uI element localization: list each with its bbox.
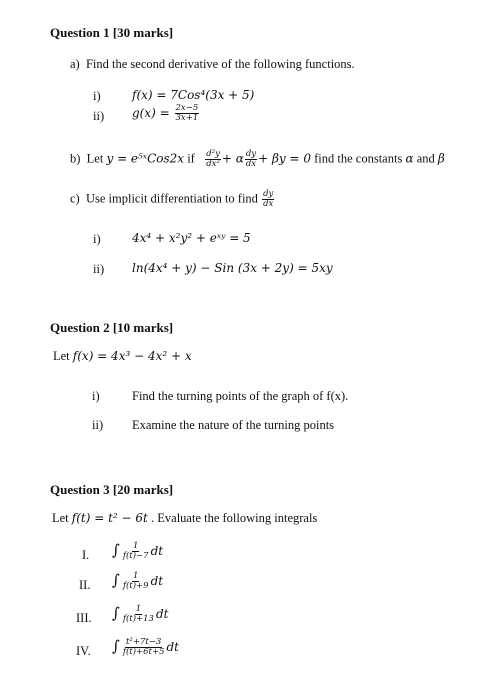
q2-i-text: Find the turning points of the graph of f(x). [132, 389, 349, 403]
q1-b-let: Let [86, 151, 107, 166]
q3-function: f(t) = t² − 6t [71, 511, 148, 525]
differential: dt [150, 544, 164, 558]
q3-item-1-integral [112, 541, 163, 561]
q2-i-num: i) [92, 389, 100, 403]
q1-c-ii-num: ii) [93, 262, 105, 276]
integral-sign: ∫ [112, 571, 120, 589]
q1-b-line [70, 150, 445, 169]
fraction-denominator: dx [245, 158, 257, 169]
integrand-fraction [122, 572, 150, 591]
q1-a-i-rhs: 7Cos⁴(3x + 5) [170, 88, 255, 102]
q3-instruction: . Evaluate the following integrals [147, 511, 318, 525]
q1-b-if: if [184, 151, 198, 166]
integrand-fraction [122, 542, 150, 561]
q1-a-line [70, 57, 355, 72]
q1-c-label: c) [70, 191, 80, 206]
q1-b-and: and [413, 151, 438, 166]
q1-b-beta-term: + βy = 0 [258, 151, 312, 166]
q3-intro [52, 511, 317, 526]
q3-item-2-integral [112, 571, 163, 591]
integrand-fraction [122, 605, 155, 624]
q1-c-i-expr: 4x⁴ + x²y² + eˣʸ = 5 [132, 231, 251, 245]
integral-sign: ∫ [112, 637, 120, 655]
fraction-denominator: f(t)−7 [122, 551, 149, 561]
question-1-title: Question 1 [30 marks] [50, 25, 174, 40]
q1-c-fraction [262, 190, 274, 209]
q3-item-2-num: II. [79, 578, 91, 592]
differential: dt [166, 640, 180, 654]
q3-item-1-num: I. [82, 548, 90, 562]
q1-b-label: b) [70, 151, 81, 166]
integral-sign: ∫ [112, 541, 120, 559]
q2-intro [53, 349, 192, 364]
fraction-numerator: 1 [132, 571, 139, 582]
integral-sign: ∫ [112, 604, 120, 622]
q1-a-i-num: i) [93, 89, 101, 103]
q1-a-text: Find the second derivative of the following functions. [85, 57, 355, 71]
q1-a-ii-expr [132, 104, 200, 123]
q1-b-beta: β [437, 151, 445, 166]
q3-let: Let [52, 511, 72, 525]
question-3-title: Question 3 [20 marks] [50, 482, 174, 497]
fraction-denominator: dx [263, 198, 274, 209]
fraction-numerator: d²y [206, 149, 220, 159]
q2-let: Let [53, 349, 73, 363]
fraction-numerator: 1 [132, 541, 139, 552]
q1-a-ii-lhs: g(x) = [132, 105, 174, 120]
differential: dt [150, 574, 164, 588]
q3-item-3-num: III. [76, 611, 92, 625]
integrand-fraction [122, 638, 166, 657]
q1-b-fraction-1 [205, 150, 221, 169]
differential: dt [155, 607, 169, 621]
q1-c-ii-expr: ln(4x⁴ + y) − Sin (3x + 2y) = 5xy [132, 261, 333, 275]
q1-b-fraction-2 [245, 150, 257, 169]
q2-ii-num: ii) [92, 418, 104, 432]
q1-c-line [70, 190, 275, 209]
q2-function: f(x) = 4x³ − 4x² + x [72, 349, 192, 363]
fraction-numerator: 1 [135, 604, 142, 615]
fraction-numerator: 2x−5 [175, 103, 199, 113]
q3-item-4-num: IV. [76, 644, 91, 658]
question-2-title: Question 2 [10 marks] [50, 320, 174, 335]
q1-c-i-num: i) [93, 232, 101, 246]
q1-b-alpha-term: + α [221, 151, 244, 166]
fraction-denominator: f(t)+13 [122, 614, 154, 624]
q1-a-i-expr [132, 88, 254, 102]
fraction-denominator: dx² [206, 158, 220, 169]
q1-b-expression: y = e⁵ˣCos2x [106, 151, 185, 166]
q3-item-3-integral [112, 604, 168, 624]
q3-item-4-integral [112, 637, 179, 657]
q1-a-ii-num: ii) [93, 109, 105, 123]
fraction-denominator: 3x+1 [175, 112, 199, 123]
fraction-numerator: dy [263, 189, 274, 199]
fraction-numerator: t²+7t−3 [126, 637, 162, 648]
q2-ii-text: Examine the nature of the turning points [132, 418, 335, 432]
q1-b-text: find the constants [311, 151, 406, 166]
q1-a-ii-fraction [175, 104, 200, 123]
q1-c-text: Use implicit differentiation to find [85, 191, 262, 206]
fraction-numerator: dy [245, 149, 257, 159]
fraction-denominator: f(t)+6t+5 [122, 647, 165, 657]
q1-a-i-lhs: f(x) = [132, 88, 171, 102]
fraction-denominator: f(t)+9 [122, 581, 149, 591]
q1-b-alpha: α [405, 151, 414, 166]
q1-a-label: a) [70, 57, 80, 71]
